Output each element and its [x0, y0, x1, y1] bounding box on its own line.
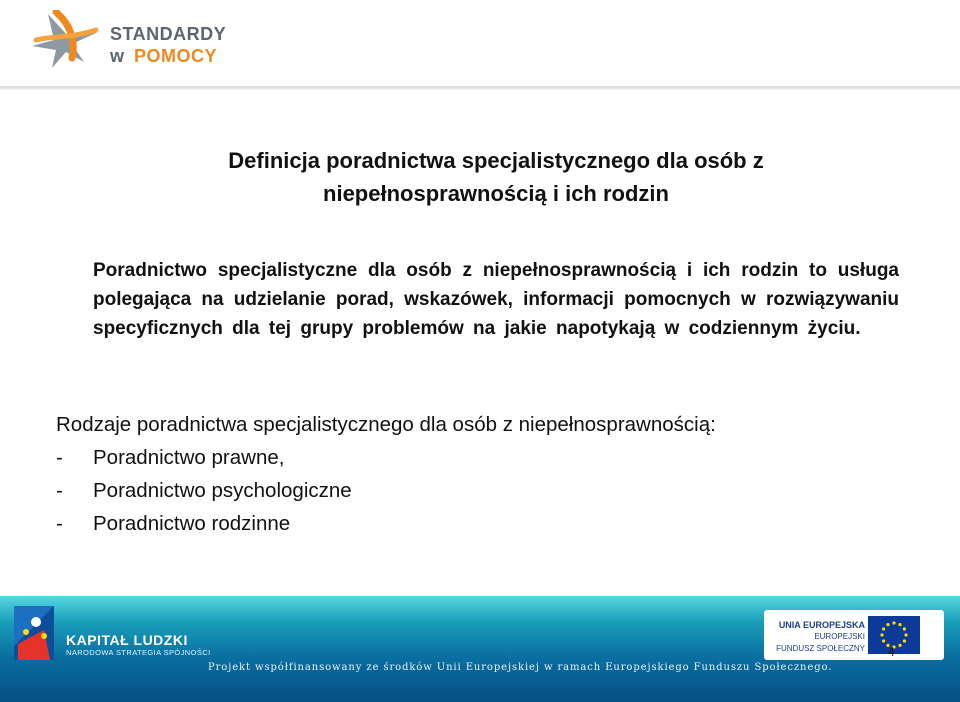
logo-text-w: w	[110, 46, 125, 66]
standardy-w-pomocy-logo	[26, 10, 236, 72]
list-item	[56, 512, 352, 545]
types-heading: Rodzaje poradnictwa specjalistycznego dla osób z niepełnosprawnością:	[56, 413, 716, 436]
header-bar	[0, 0, 960, 88]
types-list	[56, 446, 352, 545]
list-dash: -	[56, 512, 63, 535]
eu-label-line2: EUROPEJSKI	[814, 632, 865, 641]
page-number: 4	[888, 645, 895, 659]
logo-text-standardy: STANDARDY	[110, 24, 227, 44]
list-dash: -	[56, 446, 63, 469]
logo-text-pomocy: POMOCY	[134, 46, 218, 66]
definition-paragraph: Poradnictwo specjalistyczne dla osób z niepełnosprawnością i ich rodzin to usługa polegająca na udzielanie porad, wskazówek, informacji pomocnych w rozwiązywaniu specyficznych dla tej grupy problemów na jakie napotykają w codziennym życiu.	[93, 260, 899, 339]
list-dash: -	[56, 479, 63, 502]
star-swoosh-icon	[26, 10, 106, 72]
kapital-ludzki-title: KAPITAŁ LUDZKI	[66, 632, 188, 648]
footer-banner	[0, 596, 960, 702]
eu-logo-box	[764, 610, 944, 660]
eu-label-line3: FUNDUSZ SPOŁECZNY	[776, 644, 865, 653]
list-item	[56, 479, 352, 512]
kapital-ludzki-logo-icon	[10, 600, 64, 670]
header-divider	[0, 86, 960, 90]
list-item-label: Poradnictwo psychologiczne	[93, 479, 352, 502]
list-item	[56, 446, 352, 479]
list-item-label: Poradnictwo rodzinne	[93, 512, 291, 535]
slide-title: Definicja poradnictwa specjalistycznego dla osób z niepełnosprawnością i ich rodzin	[228, 148, 764, 206]
list-item-label: Poradnictwo prawne,	[93, 446, 285, 469]
cofinancing-caption: Projekt współfinansowany ze środków Unii Europejskiej w ramach Europejskiego Funduszu Społecznego.	[208, 662, 833, 673]
kapital-ludzki-subtitle: NARODOWA STRATEGIA SPÓJNOŚCI	[66, 648, 211, 657]
eu-label-line1: UNIA EUROPEJSKA	[778, 620, 865, 630]
